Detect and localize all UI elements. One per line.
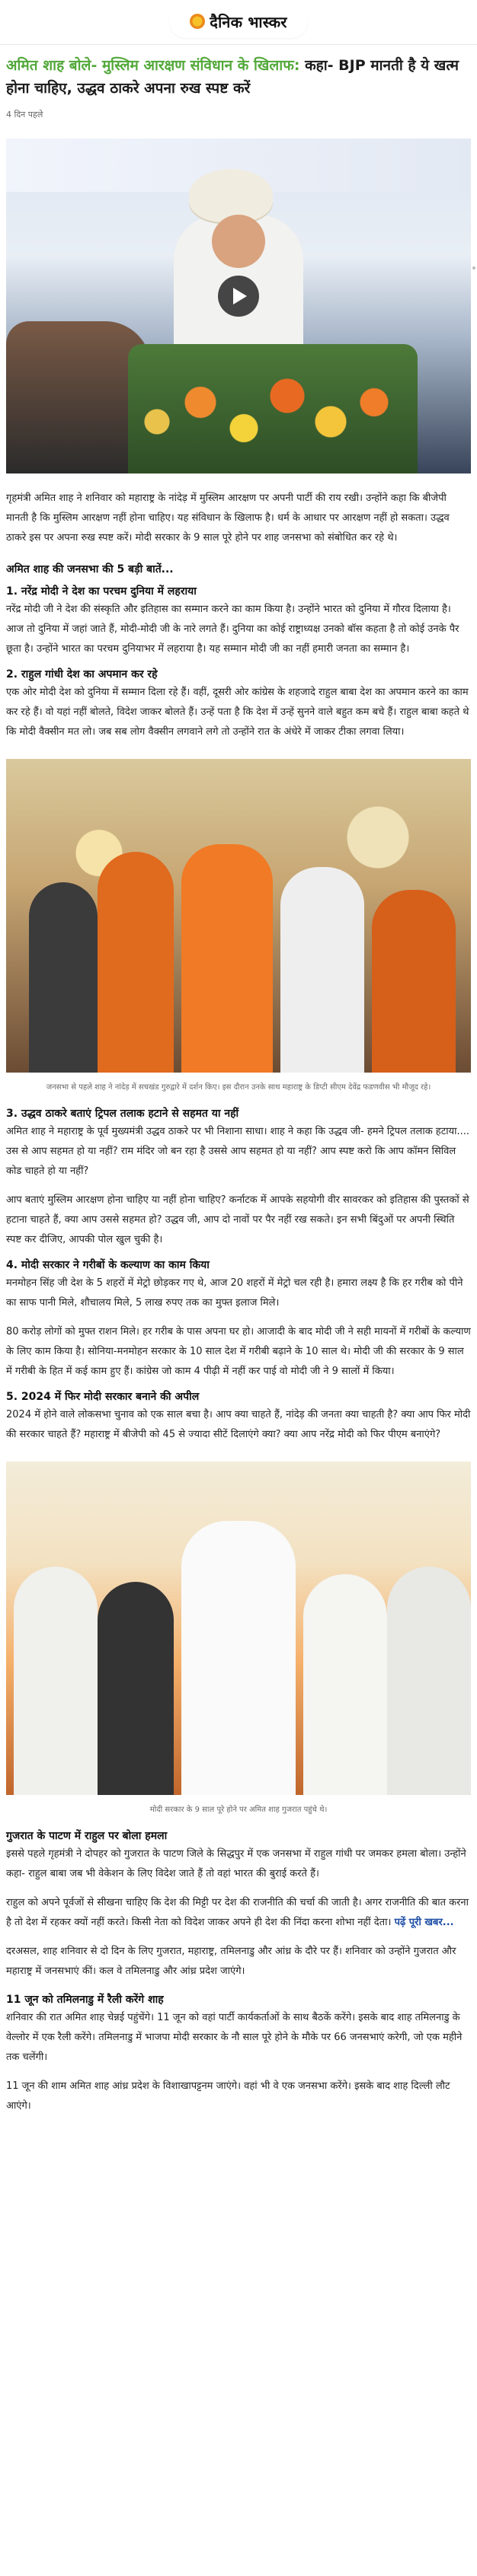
photo-person	[181, 844, 273, 1073]
photo-person	[280, 867, 364, 1073]
site-logo[interactable]	[169, 5, 308, 38]
play-icon	[233, 288, 247, 304]
point-5-text: 2024 में होने वाले लोकसभा चुनाव को एक साल बचा है। आप क्या चाहते हैं, नांदेड़ की जनता क्या चाहती है? क्या आप फिर मोदी की सरकार चाहते हैं? महाराष्ट्र में बीजेपी को 45 से ज्यादा सीटें दिलाएंगे क्या? क्या आप नरेंद्र मोदी को फिर पीएम बनाएंगे?	[6, 1409, 471, 1440]
read-more-link[interactable]: पढ़ें पूरी खबर...	[394, 1917, 454, 1928]
gujarat-title: गुजरात के पाटण में राहुल पर बोला हमला	[6, 1830, 168, 1842]
masthead	[0, 0, 477, 45]
photo-person	[181, 1521, 296, 1795]
tour-text: दरअसल, शाह शनिवार से दो दिन के लिए गुजरात, महाराष्ट्र, तमिलनाडु और आंध्र के दौरे पर हैं। शनिवार को उन्होंने गुजरात और महाराष्ट्र में जनसभाएं कीं। कल वे तमिलनाडु और आंध्र प्रदेश जाएंगे।	[6, 1946, 456, 1977]
video-scene-face	[212, 215, 265, 268]
photo-person	[387, 1567, 471, 1795]
published-time: 4 दिन पहले	[6, 110, 43, 120]
gujarat-text-b-body: राहुल को अपने पूर्वजों से सीखना चाहिए कि देश की मिट्टी पर देश की राजनीति की चर्चा की जाती है। अगर राजनीति की बात करना है तो देश में रहकर क्यों नहीं करते। किसी नेता को विदेश जाकर अपने ही देश की निंदा करना शोभा नहीं देता।	[6, 1897, 469, 1928]
video-scene-flowers	[128, 344, 418, 473]
point-3-title: 3. उद्धव ठाकरे बताएं ट्रिपल तलाक हटाने से सहमत या नहीं	[6, 1108, 239, 1120]
point-4-text-a: मनमोहन सिंह जी देश के 5 शहरों में मेट्रो छोड़कर गए थे, आज 20 शहरों में मेट्रो चल रही है। हमारा लक्ष्य है कि हर गरीब को पीने का साफ पानी मिले, शौचालय मिले, 5 लाख रुपए तक का मुफ्त इलाज मिले।	[6, 1277, 463, 1309]
point-3-text-b: आप बताएं मुस्लिम आरक्षण होना चाहिए या नहीं होना चाहिए? कर्नाटक में आपके सहयोगी वीर सावरकर को इतिहास की पुस्तकों से हटाना चाहते हैं, क्या आप उससे सहमत हो? उद्धव जी, आप दो नावों पर पैर नहीं रख सकते। इन सभी बिंदुओं पर अपनी स्थिति स्पष्ट कर दीजिए, आपकी पोल खुल चुकी है।	[6, 1194, 469, 1245]
point-3-text-a: अमित शाह ने महाराष्ट्र के पूर्व मुख्यमंत्री उद्धव ठाकरे पर भी निशाना साधा। शाह ने कहा कि उद्धव जी- हमने ट्रिपल तलाक हटाया.... उस से आप सहमत हो या नहीं? राम मंदिर जो बन रहा है उससे आप सहमत हो या नहीं? आप स्पष्ट करो कि आप कॉमन सिविल कोड चाहते हो या नहीं?	[6, 1126, 470, 1177]
point-5-title: 5. 2024 में फिर मोदी सरकार बनाने की अपील	[6, 1391, 200, 1403]
point-1-text: नरेंद्र मोदी जी ने देश की संस्कृति और इतिहास का सम्मान करने का काम किया है। उन्होंने भारत को दुनिया में गौरव दिलाया है। आज तो दुनिया में जहां जाते हैं, मोदी-मोदी जी के नारे लगते हैं। दुनिया का कोई राष्ट्राध्यक्ष उनको बॉस कहता है तो कोई उनके पैर छूता है। उन्होंने भारत का परचम दुनियाभर में लहराया है। यह सम्मान मोदी जी का नहीं हमारी जनता का सम्मान है।	[6, 604, 459, 655]
article-headline	[6, 54, 471, 100]
logo-text: दैनिक भास्कर	[210, 12, 287, 31]
photo-person	[98, 852, 174, 1073]
intro-paragraph: गृहमंत्री अमित शाह ने शनिवार को महाराष्ट्र के नांदेड़ में मुस्लिम आरक्षण पर अपनी पार्टी की राय रखी। उन्होंने कहा कि बीजेपी मानती है कि मुस्लिम आरक्षण नहीं होना चाहिए। यह संविधान के खिलाफ है। धर्म के आधार पर आरक्षण नहीं हो सकता। उद्धव ठाकरे इस पर अपना रुख स्पष्ट करें। मोदी सरकार के 9 साल पूरे होने पर शाह जनसभा को संबोधित कर रहे थे।	[6, 493, 450, 544]
article-body	[0, 54, 477, 2116]
photo-person	[303, 1574, 387, 1795]
point-4-text-b: 80 करोड़ लोगों को मुफ्त राशन मिले। हर गरीब के पास अपना घर हो। आजादी के बाद मोदी जी ने सही मायनों में गरीबों के कल्याण के लिए काम किया है। सोनिया-मनमोहन सरकार के 10 साल देश में गरीबी बढ़ाने के 10 साल थे। मोदी जी की सरकार के 9 साल में गरीबी के हित में कई काम हुए हैं। कांग्रेस जो काम 4 पीढ़ी में नहीं कर पाई वो मोदी जी ने 9 सालों में किया।	[6, 1326, 471, 1377]
photo-person	[98, 1582, 174, 1795]
figure-1-caption: जनसभा से पहले शाह ने नांदेड़ में सचखंड गुरुद्वारे में दर्शन किए। इस दौरान उनके साथ महाराष्ट्र के डिप्टी सीएम देवेंद्र फडणवीस भी मौजूद रहे।	[46, 1083, 431, 1092]
figure-2-caption: मोदी सरकार के 9 साल पूरे होने पर अमित शाह गुजरात पहुंचे थे।	[149, 1806, 328, 1814]
video-player[interactable]	[6, 139, 471, 473]
rally-text-a: शनिवार की रात अमित शाह चेन्नई पहुंचेंगे। 11 जून को वहां पार्टी कार्यकर्ताओं के साथ बैठकें करेंगे। इसके बाद शाह तमिलनाडु के वेल्लोर में एक रैली करेंगे। तमिलनाडु में भाजपा मोदी सरकार के नौ साल पूरे होने के मौके पर 66 जनसभाएं करेगी, जो एक महीने तक चलेंगी।	[6, 2012, 463, 2063]
gujarat-text-b	[6, 1893, 471, 1933]
headline-highlight: अमित शाह बोले- मुस्लिम आरक्षण संविधान के खिलाफ:	[6, 57, 300, 74]
point-2-text: एक ओर मोदी देश को दुनिया में सम्मान दिला रहे हैं। वहीं, दूसरी ओर कांग्रेस के शहजादे राहुल बाबा देश का अपमान करने का काम कर रहे हैं। वो यहां नहीं बोलते, विदेश जाकर बोलते हैं। उन्हें पता है कि देश में उन्हें सुनने वाले बहुत कम बचे हैं। राहुल बाबा कहते थे कि मोदी वैक्सीन मत लो। जब सब लोग वैक्सीन लगवाने लगे तो उन्होंने रात के अंधेरे में जाकर टीका लगवा लिया।	[6, 687, 469, 738]
point-4-title: 4. मोदी सरकार ने गरीबों के कल्याण का काम किया	[6, 1259, 210, 1271]
gujarat-rally-photo	[6, 1462, 471, 1795]
photo-person	[29, 882, 98, 1073]
scroll-indicator	[472, 266, 475, 269]
gurudwara-photo	[6, 759, 471, 1073]
video-scene-turban	[189, 169, 273, 222]
key-points-title: अमित शाह की जनसभा की 5 बड़ी बातें...	[6, 563, 174, 575]
photo-person	[14, 1567, 98, 1795]
play-button[interactable]	[218, 276, 259, 317]
headline-rest: कहा- BJP मानती है ये खत्म होना चाहिए, उद्धव ठाकरे अपना रुख स्पष्ट करें	[6, 57, 459, 97]
rally-title: 11 जून को तमिलनाडु में रैली करेंगे शाह	[6, 1994, 164, 2006]
photo-person	[372, 890, 456, 1073]
sun-logo-icon	[190, 14, 205, 29]
gujarat-text-a: इससे पहले गृहमंत्री ने दोपहर को गुजरात के पाटण जिले के सिद्धपुर में एक जनसभा में राहुल गांधी पर जमकर हमला बोला। उन्होंने कहा- राहुल बाबा जब भी वेकेशन के लिए विदेश जाते हैं तो वहां भारत की बुराई करते हैं।	[6, 1848, 466, 1879]
point-1-title: 1. नरेंद्र मोदी ने देश का परचम दुनिया में लहराया	[6, 585, 197, 598]
rally-text-b: 11 जून की शाम अमित शाह आंध्र प्रदेश के विशाखापट्टनम जाएंगे। वहां भी वे एक जनसभा करेंगे। इसके बाद शाह दिल्ली लौट आएंगे।	[6, 2080, 450, 2112]
point-2-title: 2. राहुल गांधी देश का अपमान कर रहे	[6, 668, 158, 681]
